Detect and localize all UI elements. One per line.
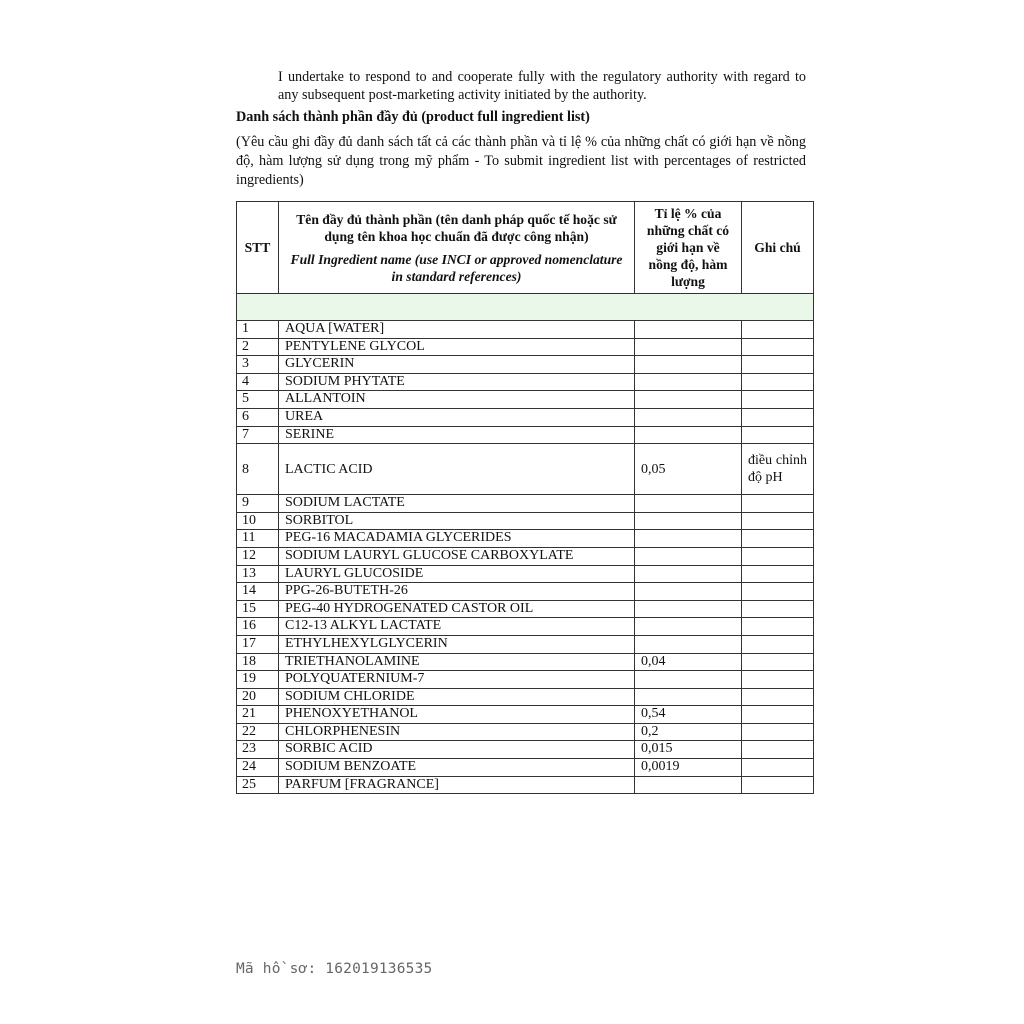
- table-row: [237, 671, 814, 689]
- remark-cell: [742, 671, 814, 689]
- ingredient-table: [236, 201, 814, 794]
- table-row: [237, 408, 814, 426]
- row-number-cell: 12: [237, 547, 279, 565]
- table-row: [237, 512, 814, 530]
- row-number-cell: 20: [237, 688, 279, 706]
- percent-cell: [635, 635, 742, 653]
- percent-cell: [635, 776, 742, 794]
- remark-cell: [742, 565, 814, 583]
- percent-cell: 0,54: [635, 706, 742, 724]
- table-row: [237, 530, 814, 548]
- table-body: [237, 321, 814, 794]
- percent-cell: 0,2: [635, 723, 742, 741]
- ingredient-name-cell: SODIUM PHYTATE: [279, 373, 635, 391]
- percent-cell: [635, 338, 742, 356]
- row-number-cell: 10: [237, 512, 279, 530]
- remark-cell: [742, 356, 814, 374]
- ingredient-name-cell: LACTIC ACID: [279, 444, 635, 495]
- table-row: [237, 776, 814, 794]
- row-number-cell: 2: [237, 338, 279, 356]
- table-row: [237, 706, 814, 724]
- blank-green-row: [237, 294, 814, 321]
- row-number-cell: 23: [237, 741, 279, 759]
- row-number-cell: 1: [237, 321, 279, 339]
- remark-cell: [742, 776, 814, 794]
- file-code-footer: Mã hồ sơ: 162019136535: [236, 961, 433, 977]
- table-row: [237, 759, 814, 777]
- section-note: (Yêu cầu ghi đầy đủ danh sách tất cả các thành phần và tỉ lệ % của những chất có giới hạn về nồng độ, hàm lượng sử dụng trong mỹ phẩm - To submit ingredient list with percentages of restricted ingredients): [236, 134, 806, 188]
- row-number-cell: 3: [237, 356, 279, 374]
- table-row: [237, 565, 814, 583]
- remark-cell: [742, 373, 814, 391]
- ingredient-name-cell: PEG-40 HYDROGENATED CASTOR OIL: [279, 600, 635, 618]
- ingredient-name-cell: SORBIC ACID: [279, 741, 635, 759]
- table-row: [237, 741, 814, 759]
- row-number-cell: 14: [237, 583, 279, 601]
- row-number-cell: 22: [237, 723, 279, 741]
- row-number-cell: 19: [237, 671, 279, 689]
- row-number-cell: 18: [237, 653, 279, 671]
- row-number-cell: 5: [237, 391, 279, 409]
- remark-cell: [742, 600, 814, 618]
- ingredient-name-cell: GLYCERIN: [279, 356, 635, 374]
- percent-cell: 0,05: [635, 444, 742, 495]
- remark-cell: điều chỉnh độ pH: [742, 444, 814, 495]
- percent-cell: 0,04: [635, 653, 742, 671]
- table-row: [237, 635, 814, 653]
- ingredient-name-cell: SODIUM CHLORIDE: [279, 688, 635, 706]
- row-number-cell: 25: [237, 776, 279, 794]
- row-number-cell: 9: [237, 495, 279, 513]
- percent-cell: [635, 618, 742, 636]
- remark-cell: [742, 321, 814, 339]
- remark-cell: [742, 530, 814, 548]
- table-row: [237, 391, 814, 409]
- header-remark: Ghi chú: [742, 202, 814, 294]
- ingredient-name-cell: PPG-26-BUTETH-26: [279, 583, 635, 601]
- table-row: [237, 723, 814, 741]
- ingredient-name-cell: SODIUM BENZOATE: [279, 759, 635, 777]
- table-row: [237, 583, 814, 601]
- header-stt: STT: [237, 202, 279, 294]
- percent-cell: [635, 426, 742, 444]
- row-number-cell: 11: [237, 530, 279, 548]
- row-number-cell: 13: [237, 565, 279, 583]
- table-row: [237, 688, 814, 706]
- table-row: [237, 356, 814, 374]
- remark-cell: [742, 338, 814, 356]
- percent-cell: [635, 391, 742, 409]
- row-number-cell: 21: [237, 706, 279, 724]
- percent-cell: [635, 671, 742, 689]
- ingredient-name-cell: SODIUM LACTATE: [279, 495, 635, 513]
- percent-cell: [635, 530, 742, 548]
- row-number-cell: 8: [237, 444, 279, 495]
- table-header-row: [237, 202, 814, 294]
- percent-cell: [635, 565, 742, 583]
- row-number-cell: 7: [237, 426, 279, 444]
- remark-cell: [742, 741, 814, 759]
- remark-cell: [742, 495, 814, 513]
- ingredient-name-cell: PEG-16 MACADAMIA GLYCERIDES: [279, 530, 635, 548]
- remark-cell: [742, 547, 814, 565]
- ingredient-name-cell: PARFUM [FRAGRANCE]: [279, 776, 635, 794]
- ingredient-name-cell: PHENOXYETHANOL: [279, 706, 635, 724]
- ingredient-name-cell: ETHYLHEXYLGLYCERIN: [279, 635, 635, 653]
- blank-green-cell: [237, 294, 814, 321]
- table-row: [237, 547, 814, 565]
- header-ingredient-name: [279, 202, 635, 294]
- table-row: [237, 653, 814, 671]
- remark-cell: [742, 512, 814, 530]
- percent-cell: [635, 512, 742, 530]
- remark-cell: [742, 688, 814, 706]
- row-number-cell: 4: [237, 373, 279, 391]
- table-row: [237, 600, 814, 618]
- percent-cell: [635, 688, 742, 706]
- remark-cell: [742, 408, 814, 426]
- ingredient-name-cell: AQUA [WATER]: [279, 321, 635, 339]
- remark-cell: [742, 635, 814, 653]
- row-number-cell: 15: [237, 600, 279, 618]
- row-number-cell: 24: [237, 759, 279, 777]
- percent-cell: [635, 373, 742, 391]
- percent-cell: [635, 547, 742, 565]
- header-name-en: Full Ingredient name (use INCI or approved nomenclature in standard references): [290, 251, 623, 284]
- percent-cell: 0,015: [635, 741, 742, 759]
- ingredient-name-cell: ALLANTOIN: [279, 391, 635, 409]
- ingredient-name-cell: C12-13 ALKYL LACTATE: [279, 618, 635, 636]
- header-name-vi: Tên đầy đủ thành phần (tên danh pháp quốc tế hoặc sử dụng tên khoa học chuẩn đã được công nhận): [296, 211, 617, 244]
- table-row: [237, 338, 814, 356]
- remark-cell: [742, 759, 814, 777]
- remark-cell: [742, 618, 814, 636]
- percent-cell: [635, 583, 742, 601]
- remark-cell: [742, 426, 814, 444]
- intro-paragraph: I undertake to respond to and cooperate fully with the regulatory authority with regard to any subsequent post-marketing activity initiated by the authority.: [278, 69, 806, 103]
- row-number-cell: 6: [237, 408, 279, 426]
- percent-cell: [635, 495, 742, 513]
- section-title: Danh sách thành phần đầy đủ (product full ingredient list): [236, 109, 590, 125]
- remark-cell: [742, 706, 814, 724]
- header-percent: Tỉ lệ % của những chất có giới hạn về nồng độ, hàm lượng: [635, 202, 742, 294]
- ingredient-name-cell: UREA: [279, 408, 635, 426]
- ingredient-name-cell: SERINE: [279, 426, 635, 444]
- percent-cell: [635, 356, 742, 374]
- row-number-cell: 16: [237, 618, 279, 636]
- remark-cell: [742, 653, 814, 671]
- row-number-cell: 17: [237, 635, 279, 653]
- percent-cell: [635, 600, 742, 618]
- ingredient-name-cell: POLYQUATERNIUM-7: [279, 671, 635, 689]
- ingredient-name-cell: PENTYLENE GLYCOL: [279, 338, 635, 356]
- ingredient-name-cell: SODIUM LAURYL GLUCOSE CARBOXYLATE: [279, 547, 635, 565]
- table-row: [237, 495, 814, 513]
- percent-cell: 0,0019: [635, 759, 742, 777]
- table-row: [237, 426, 814, 444]
- percent-cell: [635, 408, 742, 426]
- table-row: [237, 373, 814, 391]
- remark-cell: [742, 583, 814, 601]
- remark-cell: [742, 723, 814, 741]
- table-row: [237, 444, 814, 495]
- ingredient-name-cell: TRIETHANOLAMINE: [279, 653, 635, 671]
- table-row: [237, 321, 814, 339]
- table-row: [237, 618, 814, 636]
- ingredient-name-cell: SORBITOL: [279, 512, 635, 530]
- ingredient-name-cell: LAURYL GLUCOSIDE: [279, 565, 635, 583]
- remark-cell: [742, 391, 814, 409]
- percent-cell: [635, 321, 742, 339]
- ingredient-name-cell: CHLORPHENESIN: [279, 723, 635, 741]
